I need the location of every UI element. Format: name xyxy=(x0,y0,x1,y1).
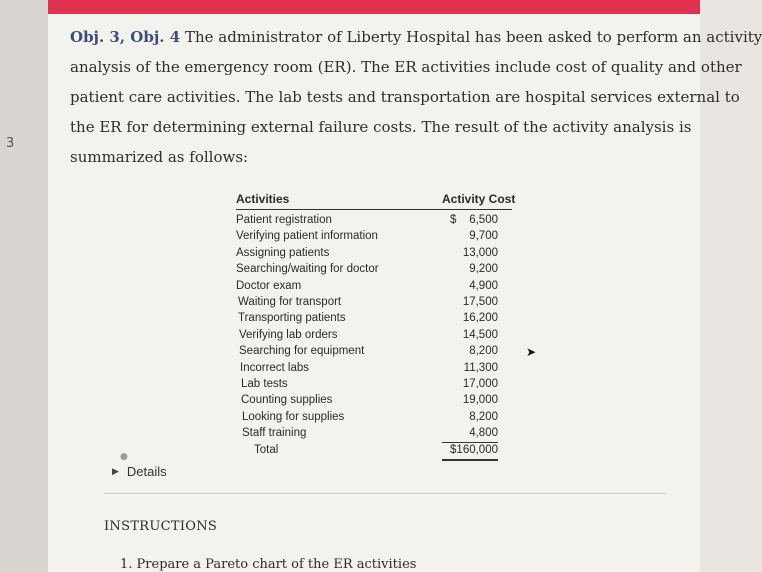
activity-cost: 4,800 xyxy=(469,427,498,440)
activity-cost: 6,500 xyxy=(469,214,498,226)
activity-cost: 17,500 xyxy=(462,296,498,308)
intro-line-2: analysis of the emergency room (ER). The ER activities include cost of quality and other xyxy=(70,58,742,76)
activity-cost: 8,200 xyxy=(469,345,498,358)
mouse-cursor-icon: ➤ xyxy=(526,345,537,359)
table-row xyxy=(236,263,516,279)
details-toggle[interactable] xyxy=(112,464,167,479)
activity-name: Counting supplies xyxy=(241,394,333,407)
activity-name: Verifying patient information xyxy=(236,230,378,243)
table-row xyxy=(236,394,516,410)
header-activity-cost: Activity Cost xyxy=(442,192,516,206)
activity-name: Assigning patients xyxy=(236,246,330,259)
total-value: $160,000 xyxy=(450,443,498,456)
activity-name: Looking for supplies xyxy=(242,410,345,423)
table-row xyxy=(236,362,516,378)
table-row xyxy=(236,214,516,230)
table-row xyxy=(236,312,516,328)
activity-cost: 9,700 xyxy=(469,230,498,243)
activity-cost: 11,300 xyxy=(463,361,498,374)
expand-triangle-icon: ▶ xyxy=(112,466,119,476)
table-row xyxy=(236,378,516,394)
activity-name: Transporting patients xyxy=(238,312,346,325)
activity-name: Lab tests xyxy=(241,378,288,390)
total-double-rule xyxy=(442,459,498,461)
activity-cost: 13,000 xyxy=(462,246,498,259)
table-row xyxy=(236,345,516,361)
header-activities: Activities xyxy=(236,192,290,206)
activity-cost: 17,000 xyxy=(462,378,498,390)
table-row xyxy=(236,247,516,263)
intro-line-4: the ER for determining external failure costs. The result of the activity analysis is xyxy=(70,118,692,136)
activity-name: Searching for equipment xyxy=(239,345,365,358)
top-accent-bar xyxy=(48,0,700,14)
problem-intro xyxy=(70,22,762,172)
details-label: Details xyxy=(126,464,167,479)
instructions-heading: INSTRUCTIONS xyxy=(104,519,218,534)
activity-name: Staff training xyxy=(242,427,307,440)
activity-name: Doctor exam xyxy=(236,279,302,292)
instruction-step-1: 1. Prepare a Pareto chart of the ER activities xyxy=(120,557,417,572)
total-label: Total xyxy=(254,443,279,456)
activity-name: Verifying lab orders xyxy=(239,328,338,341)
table-row xyxy=(236,411,516,427)
intro-line-1: Obj. 3, Obj. 4 The administrator of Liberty Hospital has been asked to perform an activity xyxy=(70,28,762,46)
table-row xyxy=(236,296,516,312)
left-margin-strip xyxy=(0,0,48,572)
table-row xyxy=(236,280,516,296)
total-row xyxy=(236,444,516,460)
activity-cost: 9,200 xyxy=(469,263,498,276)
activity-cost: 16,200 xyxy=(462,312,498,325)
activity-name: Waiting for transport xyxy=(238,296,342,308)
table-row xyxy=(236,329,516,345)
section-divider xyxy=(104,493,666,494)
activity-name: Patient registration xyxy=(236,214,332,226)
margin-marker: 3 xyxy=(6,136,15,151)
info-dot-icon: ● xyxy=(120,452,128,462)
objective-reference: Obj. 3, Obj. 4 xyxy=(70,28,181,46)
activity-cost: 4,900 xyxy=(469,279,498,292)
intro-line-5: summarized as follows: xyxy=(70,148,249,166)
activity-cost: 8,200 xyxy=(469,410,498,423)
activity-name: Searching/waiting for doctor xyxy=(236,263,379,276)
subtotal-rule xyxy=(442,442,498,443)
activity-cost: 19,000 xyxy=(462,394,498,407)
header-rule xyxy=(236,209,512,210)
activity-name: Incorrect labs xyxy=(240,361,310,374)
intro-line-3: patient care activities. The lab tests and transportation are hospital services external to xyxy=(70,88,740,106)
activity-cost: 14,500 xyxy=(462,328,498,341)
table-row xyxy=(236,230,516,246)
currency-symbol: $ xyxy=(450,214,457,226)
